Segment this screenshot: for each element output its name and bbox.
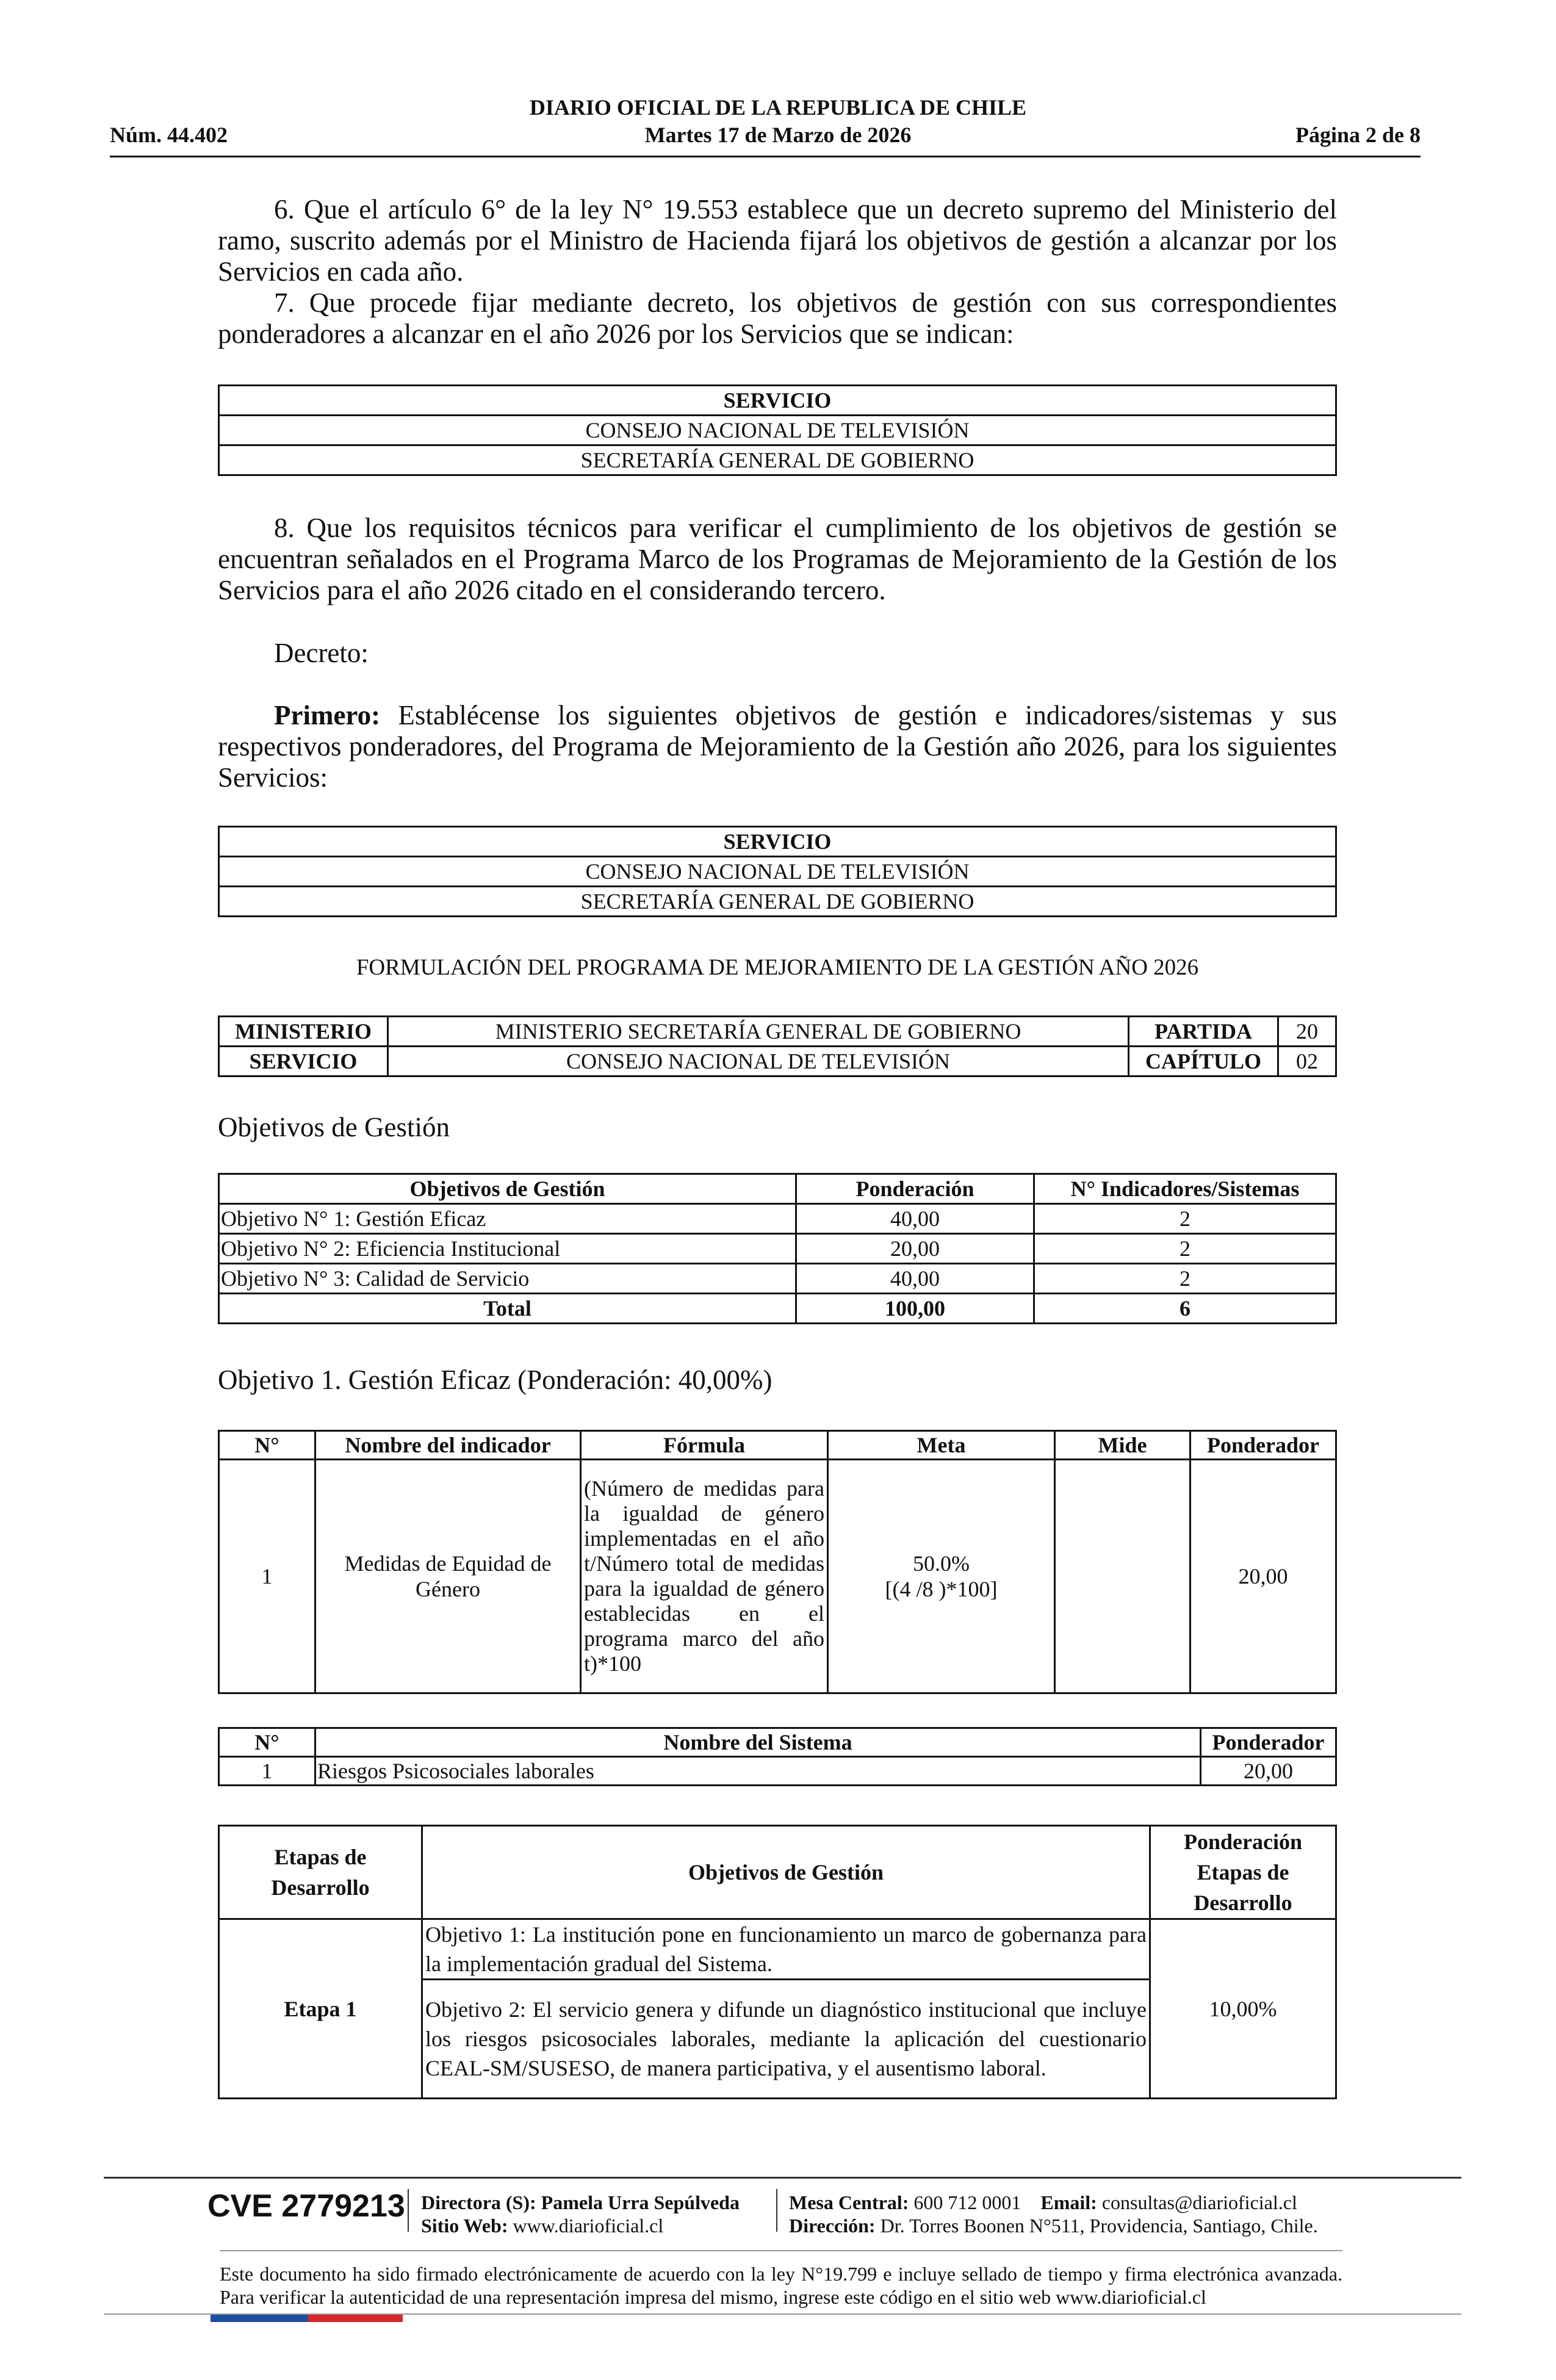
service-table-2-wrap bbox=[218, 826, 1337, 917]
col-header: Ponderación Etapas de Desarrollo bbox=[1150, 1826, 1336, 1919]
service-table-2 bbox=[218, 826, 1337, 917]
service-row: SECRETARÍA GENERAL DE GOBIERNO bbox=[219, 887, 1336, 917]
col-header: Ponderador bbox=[1190, 1431, 1336, 1460]
signature-note: Este documento ha sido firmado electrónicamente de acuerdo con la ley N°19.799 e incluye sellado de tiempo y firma electrónica avanzada. Para verificar la autenticidad de una representación impresa del mismo, ingrese este código en el sitio web www.diarioficial.cl bbox=[220, 2263, 1342, 2308]
ministerio-value: MINISTERIO SECRETARÍA GENERAL DE GOBIERNO bbox=[388, 1017, 1129, 1047]
publication-date: Martes 17 de Marzo de 2026 bbox=[644, 123, 912, 147]
director-label: Directora (S): bbox=[421, 2191, 536, 2213]
col-header: N° bbox=[219, 1431, 315, 1460]
col-header: Nombre del Sistema bbox=[315, 1728, 1201, 1757]
decreto-label: Decreto: bbox=[274, 638, 369, 668]
objective-weight: 40,00 bbox=[796, 1204, 1034, 1234]
indicator-name: Medidas de Equidad de Género bbox=[315, 1460, 581, 1693]
email-label: Email: bbox=[1040, 2191, 1097, 2213]
primero-block bbox=[218, 700, 1337, 793]
phone-value: 600 712 0001 bbox=[913, 2191, 1021, 2213]
ministry-table-wrap bbox=[218, 1015, 1337, 1077]
decreto-block bbox=[218, 638, 1337, 669]
service-table-1 bbox=[218, 384, 1337, 476]
paragraph-8-block bbox=[218, 513, 1337, 606]
stage-objective: Objetivo 2: El servicio genera y difunde un diagnóstico institucional que incluye los riesgos psicosociales laborales, mediante la aplicación del cuestionario CEAL-SM/SUSESO, de manera participativa, y el ausentismo laboral. bbox=[422, 1980, 1150, 2099]
col-header: Nombre del indicador bbox=[315, 1431, 581, 1460]
objectives-heading bbox=[218, 1112, 1337, 1143]
service-row: SECRETARÍA GENERAL DE GOBIERNO bbox=[219, 445, 1336, 475]
footer-director bbox=[421, 2191, 740, 2237]
capitulo-label: CAPÍTULO bbox=[1129, 1047, 1278, 1076]
system-number: 1 bbox=[219, 1757, 315, 1786]
indicator-formula: (Número de medidas para la igualdad de género implementadas en el año t/Número total de medidas para la igualdad de género establecidas en el programa marco del año t)*100 bbox=[581, 1460, 828, 1693]
total-label: Total bbox=[219, 1294, 796, 1324]
formulation-title: FORMULACIÓN DEL PROGRAMA DE MEJORAMIENTO DE LA GESTIÓN AÑO 2026 bbox=[356, 955, 1199, 980]
objective-count: 2 bbox=[1034, 1234, 1336, 1264]
paragraph-6: 6. Que el artículo 6° de la ley N° 19.553 establece que un decreto supremo del Ministerio del ramo, suscrito además por el Ministro de Hacienda fijará los objetivos de gestión a alcanzar por los Servicios en cada año. bbox=[218, 194, 1337, 287]
address-value: Dr. Torres Boonen N°511, Providencia, Santiago, Chile. bbox=[880, 2215, 1318, 2237]
stage-name: Etapa 1 bbox=[219, 1919, 422, 2099]
service-table-1-wrap bbox=[218, 384, 1337, 476]
primero-text: Establécense los siguientes objetivos de gestión e indicadores/sistemas y sus respectivos ponderadores, del Programa de Mejoramiento de la Gestión año 2026, para los siguientes Servicios: bbox=[218, 700, 1337, 793]
partida-value: 20 bbox=[1278, 1017, 1336, 1047]
meta-value: 50.0% bbox=[913, 1551, 970, 1576]
objective1-heading bbox=[218, 1365, 1337, 1396]
footer-separator bbox=[408, 2189, 409, 2232]
paragraph-8: 8. Que los requisitos técnicos para verificar el cumplimiento de los objetivos de gestión se encuentran señalados en el Programa Marco de los Programas de Mejoramiento de la Gestión de los Servicios para el año 2026 citado en el considerando tercero. bbox=[218, 513, 1337, 605]
director-name: Pamela Urra Sepúlveda bbox=[541, 2191, 740, 2213]
objective-weight: 20,00 bbox=[796, 1234, 1034, 1264]
phone-label: Mesa Central: bbox=[789, 2191, 909, 2213]
indicator-table bbox=[218, 1430, 1337, 1694]
indicator-number: 1 bbox=[219, 1460, 315, 1693]
stages-table bbox=[218, 1825, 1337, 2099]
indicator-weight: 20,00 bbox=[1190, 1460, 1336, 1693]
indicator-table-wrap bbox=[218, 1430, 1337, 1694]
system-table-wrap bbox=[218, 1727, 1337, 1786]
col-header: N° bbox=[219, 1728, 315, 1757]
col-header: Mide bbox=[1055, 1431, 1190, 1460]
primero-label: Primero: bbox=[274, 700, 381, 730]
issue-number: Núm. 44.402 bbox=[110, 123, 228, 147]
col-header: Fórmula bbox=[581, 1431, 828, 1460]
footer-divider bbox=[104, 2177, 1461, 2179]
footer-contact bbox=[789, 2191, 1318, 2237]
web-link[interactable]: www.diarioficial.cl bbox=[513, 2215, 664, 2237]
col-header: Meta bbox=[828, 1431, 1055, 1460]
objectives-heading-text: Objetivos de Gestión bbox=[218, 1112, 450, 1142]
indicator-meta bbox=[828, 1460, 1055, 1693]
col-header: Objetivos de Gestión bbox=[422, 1826, 1150, 1919]
col-header: Ponderación bbox=[796, 1174, 1034, 1204]
header-divider bbox=[110, 156, 1421, 157]
paragraph-7: 7. Que procede fijar mediante decreto, los objetivos de gestión con sus correspondientes ponderadores a alcanzar en el año 2026 por los Servicios que se indican: bbox=[218, 287, 1337, 349]
objective-name: Objetivo N° 2: Eficiencia Institucional bbox=[219, 1234, 796, 1264]
system-weight: 20,00 bbox=[1201, 1757, 1336, 1786]
objective-name: Objetivo N° 1: Gestión Eficaz bbox=[219, 1204, 796, 1234]
service-row: CONSEJO NACIONAL DE TELEVISIÓN bbox=[219, 416, 1336, 445]
indicator-mide bbox=[1055, 1460, 1190, 1693]
service-header: SERVICIO bbox=[219, 827, 1336, 857]
servicio-label: SERVICIO bbox=[219, 1047, 388, 1076]
col-header: Etapas de Desarrollo bbox=[219, 1826, 422, 1919]
system-table bbox=[218, 1727, 1337, 1786]
ministerio-label: MINISTERIO bbox=[219, 1017, 388, 1047]
total-count: 6 bbox=[1034, 1294, 1336, 1324]
service-row: CONSEJO NACIONAL DE TELEVISIÓN bbox=[219, 857, 1336, 887]
objectives-table-wrap bbox=[218, 1173, 1337, 1324]
primero-paragraph bbox=[218, 700, 1337, 793]
capitulo-value: 02 bbox=[1278, 1047, 1336, 1076]
stage-objective: Objetivo 1: La institución pone en funcionamiento un marco de gobernanza para la implementación gradual del Sistema. bbox=[422, 1919, 1150, 1980]
page-number: Página 2 de 8 bbox=[1295, 123, 1421, 147]
address-label: Dirección: bbox=[789, 2215, 876, 2237]
objective-count: 2 bbox=[1034, 1264, 1336, 1294]
cve-code: CVE 2779213 bbox=[207, 2188, 405, 2224]
objectives-table bbox=[218, 1173, 1337, 1324]
objective1-heading-text: Objetivo 1. Gestión Eficaz (Ponderación: 40,00%) bbox=[218, 1365, 773, 1395]
stages-table-wrap bbox=[218, 1825, 1337, 2099]
footer-thin-divider bbox=[220, 2250, 1342, 2251]
email-link[interactable]: consultas@diarioficial.cl bbox=[1101, 2191, 1297, 2213]
objective-weight: 40,00 bbox=[796, 1264, 1034, 1294]
flag-stripe-red bbox=[308, 2315, 403, 2322]
total-weight: 100,00 bbox=[796, 1294, 1034, 1324]
service-header: SERVICIO bbox=[219, 386, 1336, 416]
objective-name: Objetivo N° 3: Calidad de Servicio bbox=[219, 1264, 796, 1294]
footer-separator bbox=[776, 2189, 777, 2232]
col-header: Ponderador bbox=[1201, 1728, 1336, 1757]
web-label: Sitio Web: bbox=[421, 2215, 508, 2237]
publication-title: DIARIO OFICIAL DE LA REPUBLICA DE CHILE bbox=[529, 95, 1027, 120]
servicio-value: CONSEJO NACIONAL DE TELEVISIÓN bbox=[388, 1047, 1129, 1076]
flag-stripe-blue bbox=[211, 2315, 308, 2322]
partida-label: PARTIDA bbox=[1129, 1017, 1278, 1047]
objective-count: 2 bbox=[1034, 1204, 1336, 1234]
paragraph-6-block bbox=[218, 194, 1337, 350]
meta-calc: [(4 /8 )*100] bbox=[885, 1577, 998, 1601]
system-name: Riesgos Psicosociales laborales bbox=[315, 1757, 1201, 1786]
col-header: N° Indicadores/Sistemas bbox=[1034, 1174, 1336, 1204]
col-header: Objetivos de Gestión bbox=[219, 1174, 796, 1204]
ministry-table bbox=[218, 1015, 1337, 1077]
stage-weight: 10,00% bbox=[1150, 1919, 1336, 2099]
